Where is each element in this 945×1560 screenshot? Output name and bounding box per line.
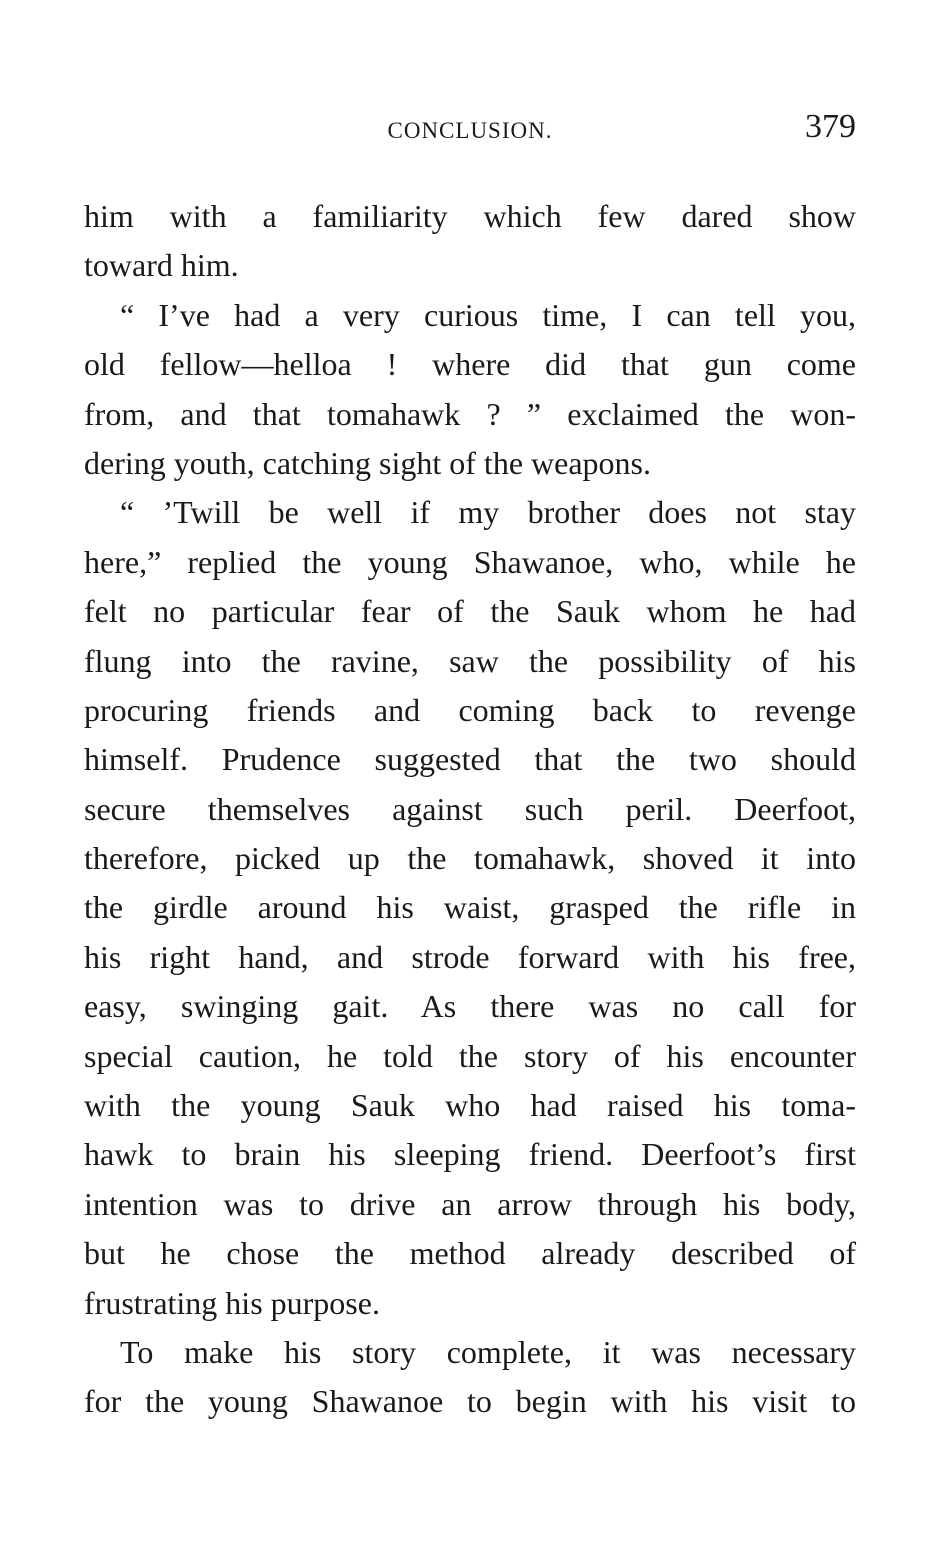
text-line: him with a familiarity which few dared show [84,198,856,234]
page-number: 379 [805,108,856,145]
text-line: himself. Prudence suggested that the two should [84,741,856,778]
text-line: procuring friends and coming back to revenge [84,691,856,728]
text-line: secure themselves against such peril. Deerfoot, [84,790,856,827]
text-line: intention was to drive an arrow through his body, [84,1185,856,1222]
running-head [84,108,856,152]
text-line: from, and that tomahawk ? ” exclaimed the won- [84,395,856,432]
body-text [84,192,856,1427]
text-line: toward him. [84,247,239,284]
text-line: his right hand, and strode forward with his free, [84,938,856,975]
text-line: with the young Sauk who had raised his toma- [84,1087,856,1124]
text-line: the girdle around his waist, grasped the rifle in [84,889,856,926]
text-line: “ I’ve had a very curious time, I can tell you, [120,296,856,333]
text-line: but he chose the method already described of [84,1235,856,1272]
text-line: for the young Shawanoe to begin with his visit to [84,1383,856,1420]
text-line: frustrating his purpose. [84,1284,380,1321]
text-line: “ ’Twill be well if my brother does not stay [120,494,856,531]
text-line: To make his story complete, it was necessary [120,1333,856,1370]
running-title: CONCLUSION. [387,118,553,143]
text-line: dering youth, catching sight of the weapons. [84,444,651,481]
text-line: old fellow—helloa ! where did that gun come [84,346,856,383]
text-line: hawk to brain his sleeping friend. Deerfoot’s first [84,1136,856,1173]
text-line: special caution, he told the story of his encounter [84,1037,856,1074]
text-line: flung into the ravine, saw the possibility of his [84,642,856,679]
text-line: here,” replied the young Shawanoe, who, while he [84,543,856,580]
text-line: easy, swinging gait. As there was no call for [84,988,856,1025]
text-line: therefore, picked up the tomahawk, shoved it into [84,840,856,877]
text-line: felt no particular fear of the Sauk whom he had [84,593,856,630]
